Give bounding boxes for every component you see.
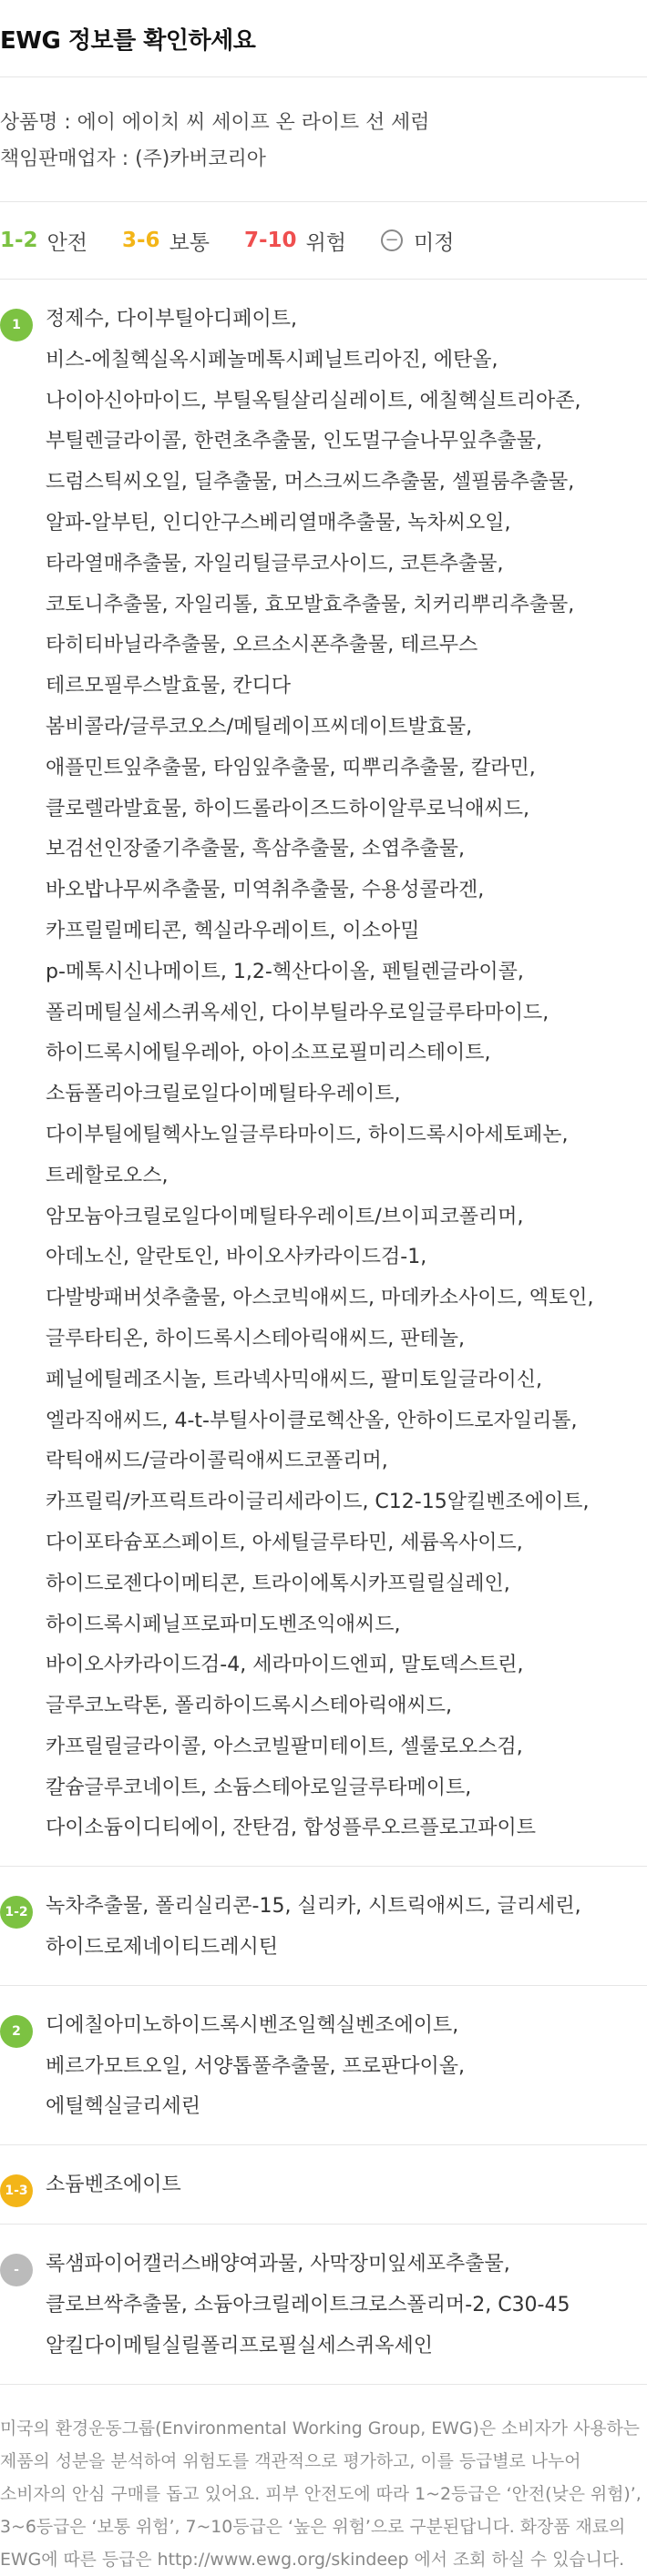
ingredient-group [0,1867,647,1986]
ingredient-line: 클로렐라발효물, 하이드롤라이즈드하이알루로닉애씨드, [46,797,530,820]
ingredient-line: 카프릴릴메티콘, 헥실라우레이트, 이소아밀 [46,919,420,942]
page-title: EWG 정보를 확인하세요 [0,26,256,55]
legend-undetermined-label: 미정 [414,230,455,255]
ingredient-line: 비스-에칠헥실옥시페놀메톡시페닐트리아진, 에탄올, [46,348,498,372]
ingredient-line: 하이드로젠다이메티콘, 트라이에톡시카프릴릴실레인, [46,1572,510,1595]
ingredient-list [46,2245,570,2367]
ingredient-sections [0,280,647,2385]
ingredient-line: 페닐에틸레조시놀, 트라넥사믹애씨드, 팔미토일글라이신, [46,1368,543,1391]
ingredient-line: 글루코노락톤, 폴리하이드록시스테아릭애씨드, [46,1695,453,1718]
footnote-line: 제품의 성분을 분석하여 위험도를 객관적으로 평가하고, 이를 등급별로 나누어 [0,2450,581,2471]
header [0,0,647,77]
ingredient-line: 다이소듐이디티에이, 잔탄검, 합성플루오르플로고파이트 [46,1817,537,1840]
legend-moderate [122,226,210,256]
footnote-line: 소비자의 안심 구매를 돕고 있어요. 피부 안전도에 따라 1~2등급은 ‘안전(낮은 위험)’, [0,2483,642,2504]
ingredient-line: 바이오사카라이드검-4, 세라마이드엔피, 말토덱스트린, [46,1654,524,1677]
ingredient-line: 봄비콜라/글루코오스/메틸레이프씨데이트발효물, [46,715,473,738]
legend-moderate-label: 보통 [169,230,210,255]
grade-badge: 1-3 [0,2174,33,2207]
ingredient-line: 정제수, 다이부틸아디페이트, [46,308,298,331]
legend-danger-range: 7-10 [244,229,297,252]
legend-danger [244,226,346,256]
seller-name: 책임판매업자 : (주)카버코리아 [0,148,266,170]
ingredient-line: 테르모필루스발효물, 칸디다 [46,675,292,698]
ingredient-line: 알파-알부틴, 인디안구스베리열매추출물, 녹차씨오일, [46,511,511,535]
ingredient-line: 알킬다이메틸실릴폴리프로필실세스퀴옥세인 [46,2334,434,2357]
ingredient-line: 하이드록시에틸우레아, 아이소프로필미리스테이트, [46,1042,491,1065]
footnote-line: 미국의 환경운동그룹(Environmental Working Group, EWG)은 소비자가 사용하는 [0,2418,640,2439]
ingredient-line: 카프릴릭/카프릭트라이글리세라이드, C12-15알킬벤조에이트, [46,1491,590,1514]
ingredient-list [46,300,594,1849]
ingredient-line: 락틱애씨드/글라이콜릭애씨드코폴리머, [46,1450,388,1473]
ingredient-line: 소듐폴리아크릴로일다이메틸타우레이트, [46,1083,401,1106]
ingredient-line: 폴리메틸실세스퀴옥세인, 다이부틸라우로일글루타마이드, [46,1001,549,1024]
ingredient-group [0,2225,647,2384]
ingredient-line: 녹차추출물, 폴리실리콘-15, 실리카, 시트릭애씨드, 글리세린, [46,1895,581,1919]
ingredient-group [0,280,647,1867]
ingredient-list [46,1887,581,1969]
legend-safe-range: 1-2 [0,229,38,252]
ingredient-line: 바오밥나무씨추출물, 미역취추출물, 수용성콜라겐, [46,879,485,902]
ingredient-line: 베르가모트오일, 서양톱풀추출물, 프로판다이올, [46,2054,466,2078]
ingredient-group [0,2145,647,2225]
ingredient-line: 록샘파이어캘러스배양여과물, 사막장미잎세포추출물, [46,2253,510,2276]
ingredient-line: 하이드로제네이티드레시틴 [46,1936,279,1960]
ingredient-line: 트레할로오스, [46,1164,169,1187]
ingredient-list [46,2006,465,2128]
ingredient-line: 코토니추출물, 자일리톨, 효모발효추출물, 치커리뿌리추출물, [46,593,575,616]
ingredient-line: 타히티바닐라추출물, 오르소시폰추출물, 테르무스 [46,634,478,657]
legend-undetermined [381,226,454,256]
ingredient-group [0,1986,647,2145]
ingredient-line: 보검선인장줄기추출물, 흑삼추출물, 소엽추출물, [46,838,466,861]
ingredient-line: 클로브싹추출물, 소듐아크릴레이트크로스폴리머-2, C30-45 [46,2294,570,2317]
ingredient-list [46,2165,181,2206]
ingredient-line: p-메톡시신나메이트, 1,2-헥산다이올, 펜틸렌글라이콜, [46,960,524,983]
ingredient-line: 칼슘글루코네이트, 소듐스테아로일글루타메이트, [46,1776,472,1799]
ingredient-line: 다이포타슘포스페이트, 아세틸글루타민, 세륨옥사이드, [46,1531,523,1554]
grade-badge: 1-2 [0,1896,33,1929]
ewg-footnote [0,2385,647,2576]
ingredient-line: 타라열매추출물, 자일리틸글루코사이드, 코튼추출물, [46,552,504,575]
product-name: 상품명 : 에이 에이치 씨 세이프 온 라이트 선 세럼 [0,111,430,134]
legend-moderate-range: 3-6 [122,229,160,252]
ingredient-line: 디에칠아미노하이드록시벤조일헥실벤조에이트, [46,2013,459,2037]
ingredient-line: 글루타티온, 하이드록시스테아릭애씨드, 판테놀, [46,1327,466,1350]
ingredient-line: 부틸렌글라이콜, 한련초추출물, 인도멀구슬나무잎추출물, [46,430,543,453]
grade-badge: 2 [0,2015,33,2048]
ingredient-line: 아데노신, 알란토인, 바이오사카라이드검-1, [46,1246,427,1269]
legend-safe-label: 안전 [46,230,87,255]
grade-badge: 1 [0,309,33,341]
grade-legend [0,202,647,280]
grade-badge: - [0,2254,33,2286]
ingredient-line: 엘라직애씨드, 4-t-부틸사이클로헥산올, 안하이드로자일리톨, [46,1409,578,1432]
ingredient-line: 다발방패버섯추출물, 아스코빅애씨드, 마데카소사이드, 엑토인, [46,1287,594,1310]
product-info [0,77,647,202]
legend-safe [0,226,87,256]
ingredient-line: 카프릴릴글라이콜, 아스코빌팔미테이트, 셀룰로오스검, [46,1735,523,1758]
ingredient-line: 드럼스틱씨오일, 딜추출물, 머스크씨드추출물, 셀필룸추출물, [46,471,575,494]
ingredient-line: 하이드록시페닐프로파미도벤조익애씨드, [46,1613,401,1636]
ingredient-line: 에틸헥실글리세린 [46,2095,201,2119]
footnote-line: EWG에 따른 등급은 http://www.ewg.org/skindeep 에서 조회 하실 수 있습니다. [0,2549,625,2570]
ingredient-line: 나이아신아마이드, 부틸옥틸살리실레이트, 에칠헥실트리아존, [46,389,581,412]
minus-circle-icon: − [381,229,403,251]
ingredient-line: 애플민트잎추출물, 타임잎추출물, 띠뿌리추출물, 칼라민, [46,756,536,779]
ingredient-line: 암모늄아크릴로일다이메틸타우레이트/브이피코폴리머, [46,1205,524,1228]
legend-danger-label: 위험 [305,230,346,255]
ingredient-line: 다이부틸에틸헥사노일글루타마이드, 하이드록시아세토페논, [46,1123,569,1146]
ingredient-line: 소듐벤조에이트 [46,2174,181,2197]
footnote-line: 3~6등급은 ‘보통 위험’, 7~10등급은 ‘높은 위험’으로 구분된답니다. 화장품 재료의 [0,2516,626,2537]
